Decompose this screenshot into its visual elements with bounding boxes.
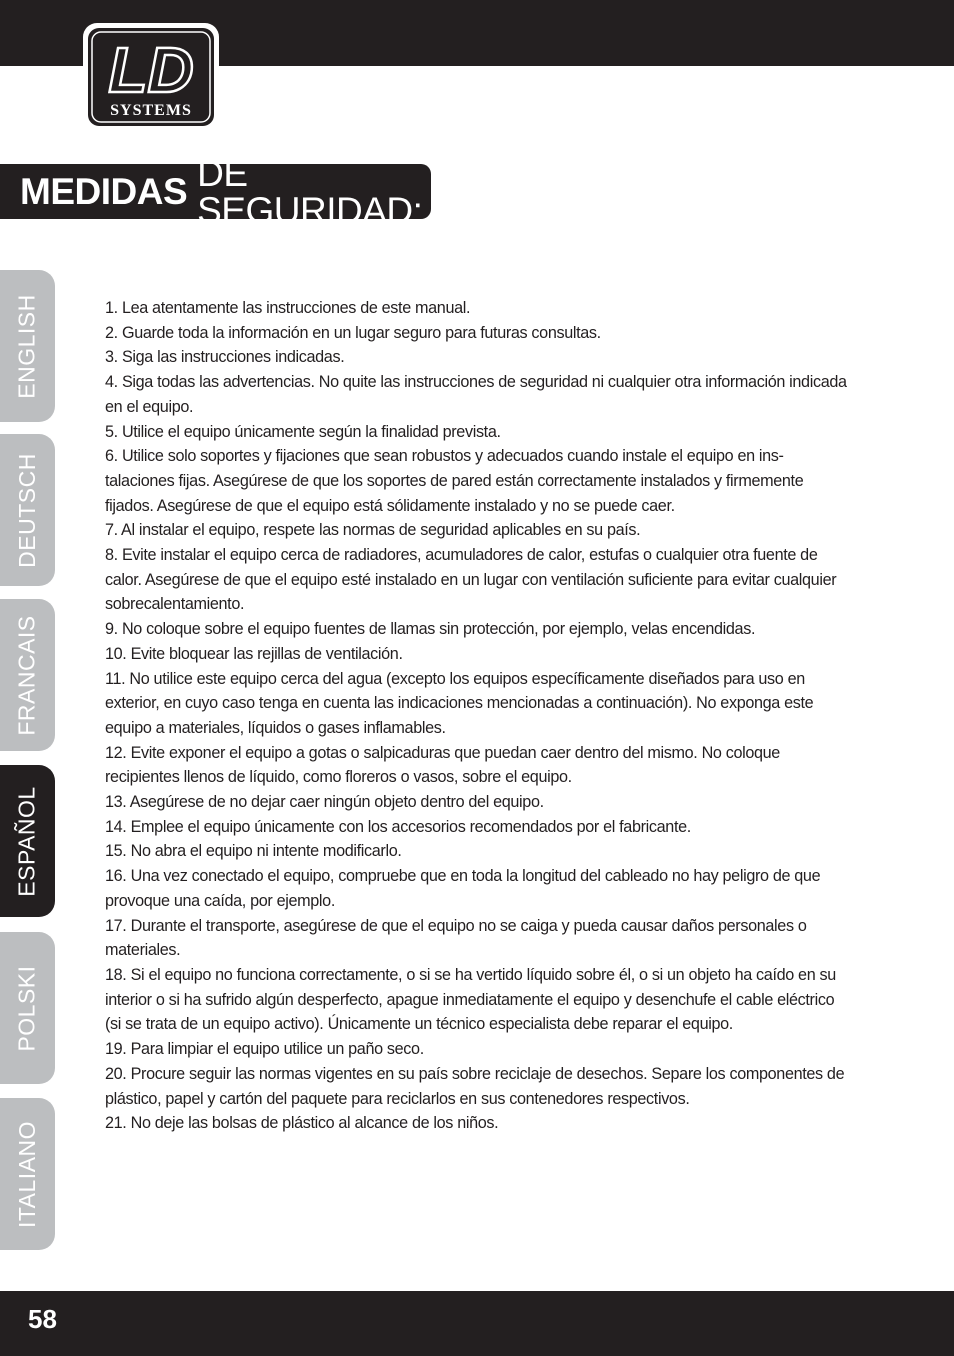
list-item: 17. Durante el transporte, asegúrese de que el equipo no se caiga y pueda causar daños personales o materiales. [105, 916, 807, 960]
list-item: 20. Procure seguir las normas vigentes en su país sobre reciclaje de desechos. Separe los componentes de plástico, papel y cartón del paquete para reciclarlos en sus contenedores respectivos. [105, 1064, 845, 1108]
logo-systems-text: SYSTEMS [110, 102, 192, 119]
tab-polski[interactable] [0, 932, 55, 1084]
list-item: 16. Una vez conectado el equipo, compruebe que en toda la longitud del cableado no hay peligro de que provoque una caída, por ejemplo. [105, 867, 821, 910]
safety-instructions-list [105, 296, 850, 1136]
list-item: 9. No coloque sobre el equipo fuentes de llamas sin protección, por ejemplo, velas encendidas. [105, 620, 756, 639]
list-item: 15. No abra el equipo ni intente modificarlo. [105, 842, 402, 861]
list-item: 21. No deje las bolsas de plástico al alcance de los niños. [105, 1114, 499, 1133]
list-item: 18. Si el equipo no funciona correctamente, o si se ha vertido líquido sobre él, o si un objeto ha caído en su interior o si ha sufrido algún desperfecto, apague inmediatamente el equipo y desenchufe el cable eléctrico (si se trata de un equipo activo). Únicamente un técnico especialista debe reparar el equipo. [105, 965, 836, 1034]
logo-ld-text: LD [108, 34, 194, 106]
tab-italiano[interactable] [0, 1098, 55, 1250]
page-number: 58 [28, 1304, 57, 1334]
list-item: 10. Evite bloquear las rejillas de ventilación. [105, 644, 403, 663]
list-item: 13. Asegúrese de no dejar caer ningún objeto dentro del equipo. [105, 793, 544, 812]
tab-deutsch-label: DEUTSCH [14, 452, 41, 568]
tab-espanol[interactable] [0, 765, 55, 917]
section-title-strong: MEDIDAS [20, 171, 188, 212]
tab-italiano-label: ITALIANO [14, 1120, 41, 1228]
list-item: 14. Emplee el equipo únicamente con los accesorios recomendados por el fabricante. [105, 817, 691, 836]
bottom-footer-bar [0, 1291, 954, 1356]
list-item: 2. Guarde toda la información en un lugar seguro para futuras consultas. [105, 323, 601, 342]
section-title-rest: DE SEGURIDAD: [197, 152, 423, 231]
tab-francais[interactable] [0, 599, 55, 751]
list-item: 7. Al instalar el equipo, respete las normas de seguridad aplicables en su país. [105, 521, 641, 540]
list-item: 6. Utilice solo soportes y fijaciones que sean robustos y adecuados cuando instale el equipo en ins-talaciones fijas. Asegúrese de que los soportes de pared están correctamente instalados y firmemente fijados. Asegúrese de que el equipo está sólidamente instalado y no se puede caer. [105, 447, 804, 515]
tab-english[interactable] [0, 270, 55, 422]
list-item: 3. Siga las instrucciones indicadas. [105, 348, 345, 367]
list-item: 12. Evite exponer el equipo a gotas o salpicaduras que puedan caer dentro del mismo. No coloque recipientes llenos de líquido, como floreros o vasos, sobre el equipo. [105, 743, 780, 787]
list-item: 1. Lea atentamente las instrucciones de este manual. [105, 299, 471, 317]
list-item: 8. Evite instalar el equipo cerca de radiadores, acumuladores de calor, estufas o cualquier otra fuente de calor. Asegúrese de que el equipo esté instalado en un lugar con ventilación suficiente para evitar cualquier sobrecalentamiento. [105, 546, 837, 614]
list-item: 11. No utilice este equipo cerca del agua (excepto los equipos específicamente diseñados para uso en exterior, en cuyo caso tenga en cuenta las indicaciones mencionadas a continuación). No exponga este equipo a materiales, líquidos o gases inflamables. [105, 669, 814, 737]
tab-espanol-label: ESPAÑOL [14, 785, 41, 897]
tab-deutsch[interactable] [0, 434, 55, 586]
tab-francais-label: FRANCAIS [14, 614, 41, 736]
tab-polski-label: POLSKI [14, 964, 41, 1052]
list-item: 19. Para limpiar el equipo utilice un paño seco. [105, 1040, 424, 1059]
list-item: 5. Utilice el equipo únicamente según la finalidad prevista. [105, 422, 501, 441]
section-title [0, 152, 431, 231]
tab-english-label: ENGLISH [14, 293, 41, 399]
ld-systems-logo [82, 22, 220, 132]
list-item: 4. Siga todas las advertencias. No quite las instrucciones de seguridad ni cualquier otra información indicada en el equipo. [105, 373, 847, 416]
